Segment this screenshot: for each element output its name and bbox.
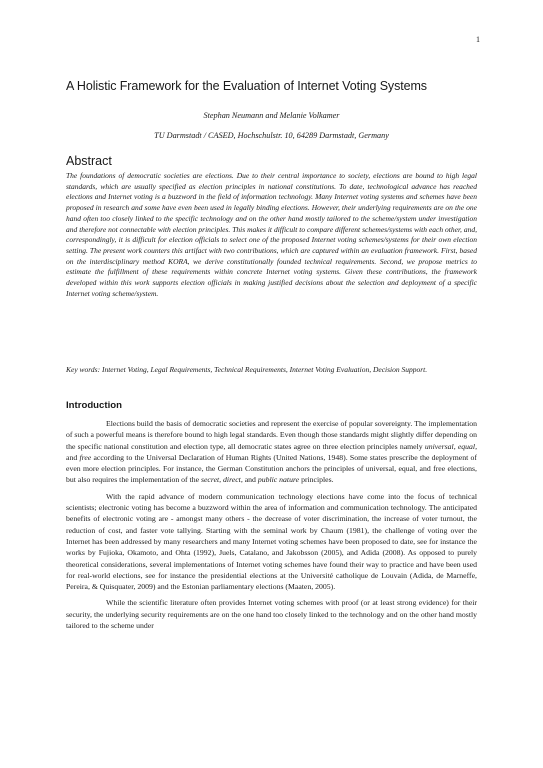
keywords: Key words: Internet Voting, Legal Requirements, Technical Requirements, Internet Voting Evaluation, Decision Support. <box>66 365 428 374</box>
authors: Stephan Neumann and Melanie Volkamer <box>203 111 340 120</box>
page-number: 1 <box>476 35 480 44</box>
para1-text-b: according to the Universal Declaration of Human Rights (United Nations, 1948). Some states prescribe the deployment of even more election principles. For instance, the German Constitution anchors the principles of universal, equal, and free elections, but also requires the implementation of the <box>66 452 477 485</box>
term-secret: secret <box>200 475 220 485</box>
para1-sep-2: , and <box>66 441 477 462</box>
introduction-heading: Introduction <box>66 400 122 411</box>
paper-title: A Holistic Framework for the Evaluation of Internet Voting Systems <box>66 79 427 93</box>
term-free: free <box>79 452 92 462</box>
abstract-heading: Abstract <box>66 154 112 168</box>
term-universal: universal <box>424 441 454 451</box>
para1-sep-3: , <box>219 475 224 485</box>
term-equal: equal <box>457 441 476 451</box>
intro-paragraph-2: With the rapid advance of modern communication technology elections have come into the focus of technical scientists; electronic voting has become a buzzword within the area of information and communication technology. The anticipated benefits of electronic voting are - amongst many others - the decrease of voter discrimination, the increase of voter turnout, the reduction of cost, and faster vote tallying. Starting with the seminal work by Chaum (1981), the challenge of voting over the Internet has been addressed by many researchers and many Internet voting schemes have been proposed to date, see for instance the works by Fujioka, Okamoto, and Ohta (1992), Juels, Catalano, and Jakobsson (2005), and Adida (2008). As opposed to purely theoretical considerations, several implementations of Internet voting schemes have found their way to practice and have been used for real-world elections, see for instance the presidential elections at the Université catholique de Louvain (Adida, de Marneffe, Pereira, & Quisquater, 2009) and the Estonian parliamentary elections (Maaten, 2005). <box>66 491 477 592</box>
introduction-body <box>66 418 477 636</box>
term-public-nature: public nature <box>257 475 300 485</box>
affiliation: TU Darmstadt / CASED, Hochschulstr. 10, 64289 Darmstadt, Germany <box>154 131 389 140</box>
intro-paragraph-3: While the scientific literature often provides Internet voting schemes with proof (or at least strong evidence) for their security, the underlying security requirements are on the one hand too closely linked to the technology and on the other hand mostly tailored to the scheme under <box>66 598 477 631</box>
term-direct: direct <box>223 475 241 485</box>
para1-sep-1: , <box>453 441 458 451</box>
para1-sep-4: , and <box>240 475 258 485</box>
intro-paragraph-1 <box>66 418 477 486</box>
para1-text-c: principles. <box>299 475 334 485</box>
para1-text-a: Elections build the basis of democratic societies and represent the exercise of popular sovereignty. The implementation of such a powerful means is therefore bound to high legal standards. Even though those standards might slightly differ depending on the specific national constitution and election type, all democratic states agree on three election principles namely <box>66 419 477 451</box>
abstract-text: The foundations of democratic societies are elections. Due to their central importance to society, elections are bound to high legal standards, which are usually specified as election principles in national constitutions. To date, technological advance has reached elections and Internet voting is a buzzword in the field of information technology. Many Internet voting systems and schemes have been proposed in research and some have even been used in legally binding elections. However, their underlying requirements are on the one hand often too closely linked to the specific technology and on the other hand mostly tailored to the scheme/system under investigation and therefore not connectable with election principles. This makes it difficult to compare different schemes/systems with each other, and, correspondingly, it is difficult for election officials to select one of the proposed Internet voting schemes/systems for their own election setting. The present work counters this artifact with two contributions, which are captured within an evaluation framework. First, based on the interdisciplinary method KORA, we derive constitutionally founded technical requirements. Second, we propose metrics to estimate the fulfillment of these requirements within concrete Internet voting systems. Given these contributions, the framework developed within this work supports election officials in making justified decisions about the selection and deployment of a specific Internet voting scheme/system. <box>66 171 477 298</box>
